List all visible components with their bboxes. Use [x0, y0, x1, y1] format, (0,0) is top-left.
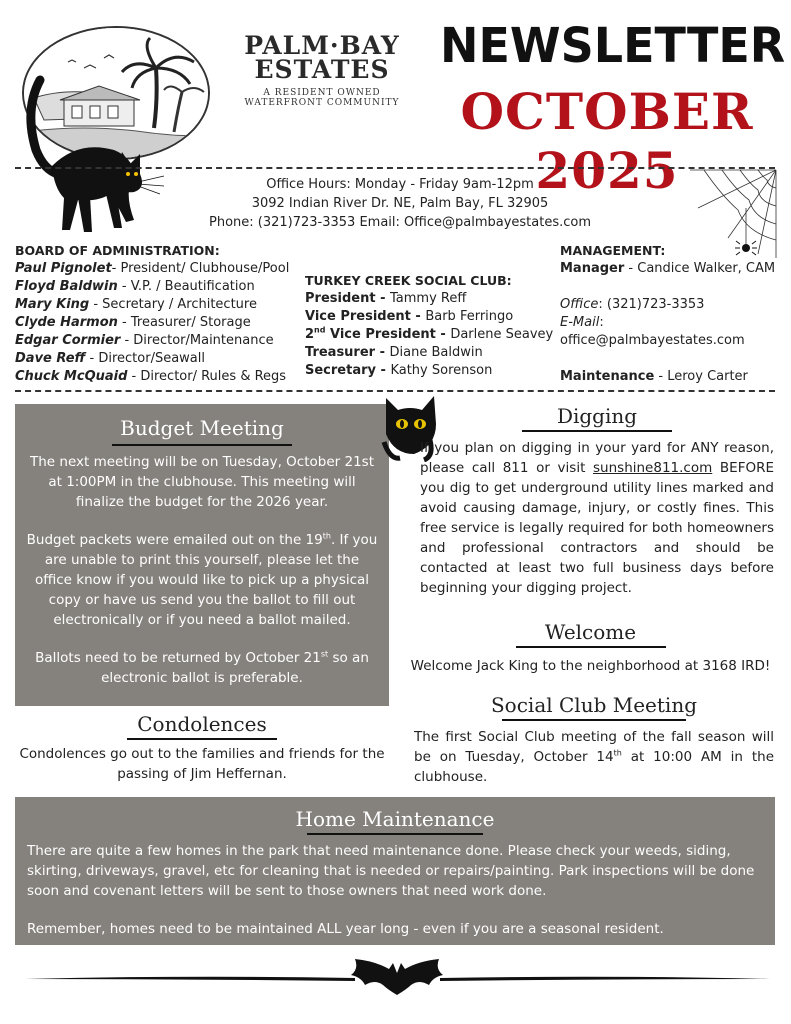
board-member: Clyde Harmon - Treasurer/ Storage	[15, 315, 251, 330]
email-address: office@palmbayestates.com	[560, 333, 745, 348]
welcome-title: Welcome	[544, 620, 637, 644]
budget-title: Budget Meeting	[120, 416, 284, 440]
management-heading: MANAGEMENT:	[560, 243, 666, 258]
bat-icon	[351, 959, 443, 995]
home-maintenance-title-rule	[307, 833, 483, 835]
sunshine811-link[interactable]: sunshine811.com	[593, 460, 713, 476]
officer: 2nd Vice President - Darlene Seavey	[305, 325, 554, 342]
header-divider	[15, 167, 775, 169]
officer: Vice President - Barb Ferringo	[305, 309, 514, 324]
budget-paragraph: Ballots need to be returned by October 21st so an electronic ballot is preferable.	[35, 649, 369, 686]
budget-paragraph: The next meeting will be on Tuesday, October 21st at 1:00PM in the clubhouse. This meeting will finalize the budget for the 2026 year.	[29, 454, 374, 510]
board-member: Dave Reff - Director/Seawall	[15, 351, 205, 366]
newsletter-title: NEWSLETTER	[440, 16, 786, 74]
home-maintenance-paragraph: There are quite a few homes in the park that need maintenance done. Please check your weeds, siding, skirting, driveways, gravel, etc for cleaning that is needed or repairs/painting. Park inspections will be done soon and covenant letters will be sent to those owners that need work done.	[27, 843, 755, 899]
social-club-heading: TURKEY CREEK SOCIAL CLUB:	[305, 273, 512, 288]
board-member: Floyd Baldwin - V.P. / Beautification	[15, 279, 255, 294]
black-cat-icon	[18, 70, 168, 250]
officer: Treasurer - Diane Baldwin	[305, 345, 483, 360]
board-member: Mary King - Secretary / Architecture	[15, 297, 257, 312]
brand-tagline-line1: A RESIDENT OWNED	[263, 88, 381, 98]
maintenance-contact: Maintenance - Leroy Carter	[560, 369, 748, 384]
social-meeting-title: Social Club Meeting	[490, 693, 698, 717]
bat-divider	[25, 955, 770, 999]
brand-name-line1: PALM·BAY	[244, 31, 400, 60]
office-phone-email: Phone: (321)723-3353 Email: Office@palmbayestates.com	[209, 215, 591, 230]
home-maintenance-title: Home Maintenance	[295, 807, 495, 831]
office-phone: Office: (321)723-3353	[560, 297, 705, 312]
welcome-text: Welcome Jack King to the neighborhood at 3168 IRD!	[410, 658, 771, 674]
board-of-administration	[15, 242, 305, 386]
budget-title-rule	[112, 444, 292, 446]
budget-paragraph: Budget packets were emailed out on the 19th. If you are unable to print this yourself, please let the office know if you would like to pick up a physical copy or have us send you the ballot to fill out electronically or if you need a ballot mailed.	[26, 531, 378, 628]
digging-title-rule	[522, 430, 672, 432]
email-label: E-Mail:	[560, 315, 604, 330]
social-club-officers	[305, 272, 555, 380]
brand-tagline-line2: WATERFRONT COMMUNITY	[244, 98, 400, 108]
condolences-title: Condolences	[137, 712, 267, 736]
condolences-section	[15, 712, 389, 784]
budget-meeting-section	[15, 404, 389, 706]
condolences-text: Condolences go out to the families and friends for the passing of Jim Heffernan.	[19, 746, 385, 782]
digging-section	[420, 404, 774, 598]
home-maintenance-paragraph: Remember, homes need to be maintained ALL year long - even if you are a seasonal resident.	[27, 921, 664, 937]
officer: President - Tammy Reff	[305, 291, 467, 306]
issue-date: OCTOBER 2025	[460, 82, 754, 200]
office-info	[180, 175, 620, 232]
social-meeting-title-rule	[502, 719, 686, 721]
officer: Secretary - Kathy Sorenson	[305, 363, 493, 378]
office-hours: Office Hours: Monday - Friday 9am-12pm	[266, 177, 534, 192]
digging-text: If you plan on digging in your yard for ANY reason, please call 811 or visit sunshine811.com BEFORE you dig to get underground utility lines marked and avoid causing damage, injury, or costly fines. This free service is legally required for both homeowners and professional contractors and should be contacted at least two full business days before beginning your digging project.	[420, 440, 774, 596]
brand-name-line2: ESTATES	[254, 55, 390, 84]
manager: Manager - Candice Walker, CAM	[560, 261, 776, 276]
condolences-title-rule	[127, 738, 277, 740]
board-heading: BOARD OF ADMINISTRATION:	[15, 243, 220, 258]
board-member: Chuck McQuaid - Director/ Rules & Regs	[15, 369, 287, 384]
board-member: Edgar Cormier - Director/Maintenance	[15, 333, 274, 348]
home-maintenance-section	[15, 797, 775, 945]
social-meeting-text: The first Social Club meeting of the fall season will be on Tuesday, October 14th at 10:00 AM in the clubhouse.	[414, 729, 774, 785]
welcome-section	[398, 620, 783, 676]
welcome-title-rule	[516, 646, 666, 648]
management-info	[560, 242, 780, 386]
social-club-meeting-section	[414, 693, 774, 787]
board-member: Paul Pignolet- President/ Clubhouse/Pool	[15, 261, 290, 276]
office-address: 3092 Indian River Dr. NE, Palm Bay, FL 32905	[251, 196, 549, 211]
digging-title: Digging	[556, 404, 638, 428]
brand-block	[222, 31, 422, 108]
